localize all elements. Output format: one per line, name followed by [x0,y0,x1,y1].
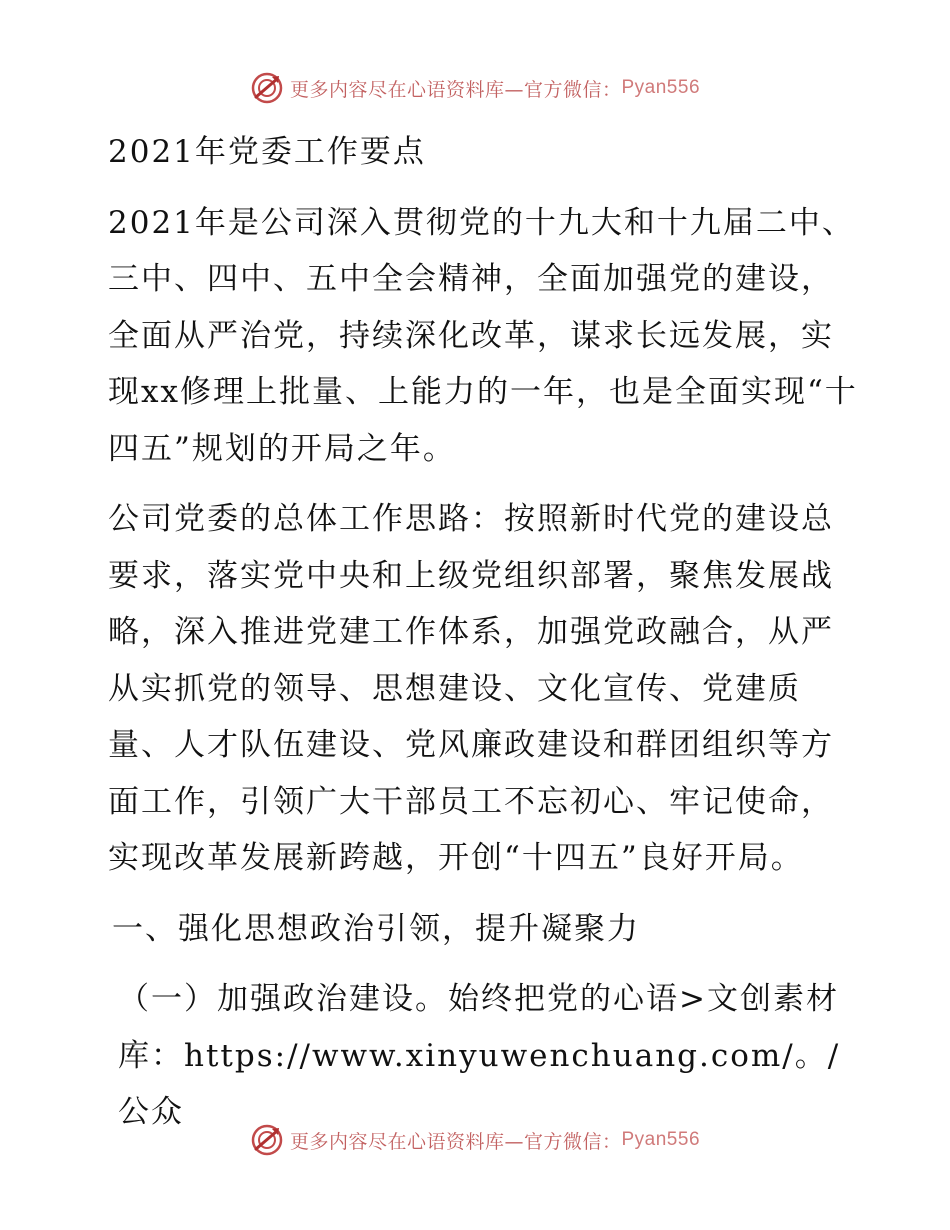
paragraph-1: 2021年是公司深入贯彻党的十九大和十九届二中、三中、四中、五中全会精神，全面加强党的建设，全面从严治党，持续深化改革，谋求长远发展，实现xx修理上批量、上能力的一年，也是全面实现“十四五”规划的开局之年。 [108,204,858,467]
watermark-banner-bottom [0,1120,950,1160]
banner-wechat-id: Pyan556 [621,1129,701,1150]
watermark-banner-top [0,68,950,108]
paragraph-2: 公司党委的总体工作思路：按照新时代党的建设总要求，落实党中央和上级党组织部署，聚焦发展战略，深入推进党建工作体系，加强党政融合，从严从实抓党的领导、思想建设、文化宣传、党建质量、人才队伍建设、党风廉政建设和群团组织等方面工作，引领广大干部员工不忘初心、牢记使命，实现改革发展新跨越，开创“十四五”良好开局。 [108,501,834,876]
brand-logo-icon [250,1123,284,1157]
banner-text: 更多内容尽在心语资料库—官方微信： [289,78,622,101]
document-title: 2021年党委工作要点 [108,134,426,170]
sub-item-1: （一）加强政治建设。始终把党的心语>文创素材库：https://www.xinyuwenchuang.com/。/公众 [118,981,841,1130]
document-body [98,124,858,1141]
section-heading-1: 一、强化思想政治引领，提升凝聚力 [112,910,640,947]
banner-wechat-id: Pyan556 [621,77,701,98]
banner-text: 更多内容尽在心语资料库—官方微信： [289,1130,622,1153]
brand-logo-icon [250,71,284,105]
